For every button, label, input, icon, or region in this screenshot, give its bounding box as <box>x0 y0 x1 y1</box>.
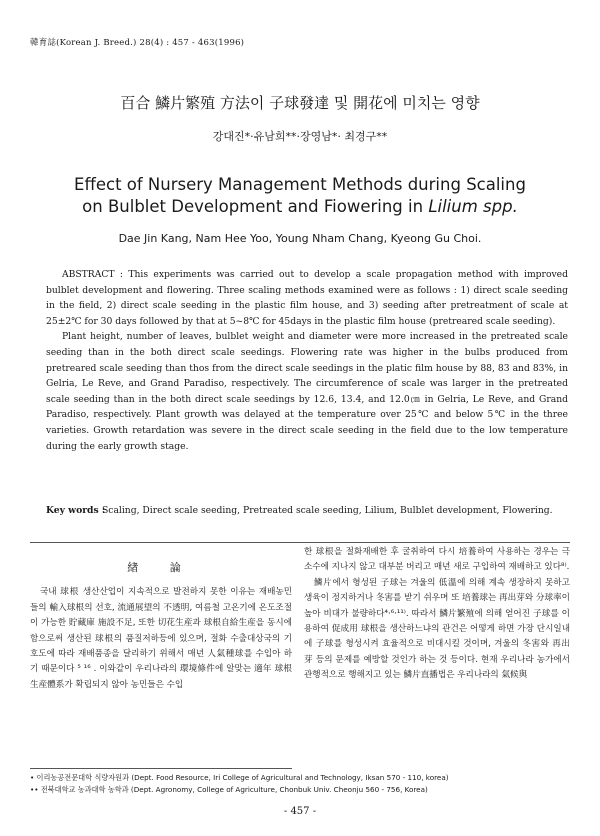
english-authors: Dae Jin Kang, Nam Hee Yoo, Young Nham Chang, Kyeong Gu Choi. <box>118 232 482 245</box>
keywords-text: Scaling, Direct scale seeding, Pretreated scale seeding, Lilium, Bulblet development, Flowering. <box>102 505 553 516</box>
korean-title: 百合 鱗片繁殖 方法이 子球發達 및 開花에 미치는 영향 <box>120 94 480 112</box>
footnote-divider <box>30 768 292 769</box>
abstract <box>46 267 568 454</box>
abstract-paragraph-2: Plant height, number of leaves, bulblet weight and diameter were more increased in the pretreated scale seeding than in the both direct scale seedings. Flowering rate was higher in the bulbs produced from pretreared scale seeding than thos from the direct scale seedings in the platic film house by 88, 83 and 83%, in Gelria, Le Reve, and Grand Paradiso, respectively. The circumference of scale was larger in the pretreated scale seeding than in the both direct scale seedings by 12.6, 13.4, and 12.0㎝ in Gelria, Le Reve, and Grand Paradiso, respectively. Plant growth was delayed at the temperature over 25℃ and below 5℃ in the three varieties. Growth retardation was severe in the direct scale seeding in the field due to the low temperature during the early growth stage. <box>46 331 568 452</box>
footnote-affiliation-1: • 이리농공전문대학 식량자원과 (Dept. Food Resource, Iri College of Agricultural and Technology, Iksan 570 - 110, korea) <box>30 773 449 782</box>
section-divider <box>30 542 570 543</box>
keywords-label: Key words : <box>46 505 106 516</box>
footnote-affiliation-2: •• 전북대학교 농과대학 농학과 (Dept. Agronomy, College of Agriculture, Chonbuk Univ. Cheonju 560 - 756, Korea) <box>30 785 428 794</box>
english-title-line2 <box>40 196 560 218</box>
page-number: - 457 - <box>283 806 317 817</box>
left-column-paragraph: 국내 球根 생산산업이 지속적으로 발전하지 못한 이유는 재배농민들의 輸入球根의 선호, 流通展望의 不透明, 여름철 고온기에 온도조절이 가능한 貯藏庫 施設不足, 또한 切花生産과 球根自給生産을 동시에 함으로써 생산된 球根의 품질저하등에 있으며, 절화 수출대상국의 기호도에 따라 재배품종을 달리하기 위해서 매년 人氣種球를 수입아 하기 때문이다 ⁵ ¹⁶ . 이와같이 우리나라의 環境條件에 알맞는 適年 球根 生産體系가 확립되지 않아 농민들은 수입 <box>30 587 292 690</box>
abstract-paragraph-1: ABSTRACT : This experiments was carried out to develop a scale propagation method with improved bulblet development and flowering. Three scaling methods examined were as follows : 1) direct scale seeding in the field, 2) direct scale seeding in the plastic film house, and 3) seeding after pretreatment of scale at 25±2℃ for 30 days followed by that at 5~8℃ for 45days in the plastic film house (pretreared scale seeding). <box>46 269 568 327</box>
right-column <box>304 545 570 684</box>
left-column <box>30 560 292 693</box>
footnotes <box>30 772 570 796</box>
right-column-paragraph-2: 鱗片에서 형성된 子球는 겨울의 低溫에 의해 계속 생장하지 못하고 생육이 정지하거나 冬害를 받기 쉬우며 또 培養球는 再出芽와 分球率이 높아 비대가 불량하다⁴·⁶·¹¹⁾. 따라서 鱗片繁殖에 의해 얻어진 子球를 이용하여 促成用 球根을 생산하느냐의 관건은 어떻게 하면 가장 단시일내에 子球를 형성시켜 효율적으로 비대시킬 것이며, 겨울의 冬害와 再出芽 등의 문제를 예방할 것인가 하는 것 등이다. 현재 우리나라 농가에서 관행적으로 행해지고 있는 鱗片直播법은 우리나라의 氣候與 <box>304 577 570 681</box>
english-title-line1: Effect of Nursery Management Methods during Scaling <box>74 175 526 194</box>
right-column-paragraph-1: 한 球根을 절화재배한 후 굴취하여 다시 培養하여 사용하는 경우는 극소수에 지나지 않고 대부분 버리고 매년 새로 구입하여 재배하고 있다⁸⁾. <box>304 547 570 573</box>
english-title-line2-text: on Bulblet Development and Fiowering in <box>82 197 429 216</box>
korean-authors: 강대진*·유남희**·장영남*· 최경구** <box>212 130 388 143</box>
journal-citation: 韓育誌(Korean J. Breed.) 28(4) : 457 - 463(1996) <box>30 38 245 48</box>
english-title <box>40 174 560 218</box>
section-title-introduction: 緖 論 <box>127 561 195 574</box>
english-title-species: Lilium spp. <box>428 197 518 216</box>
